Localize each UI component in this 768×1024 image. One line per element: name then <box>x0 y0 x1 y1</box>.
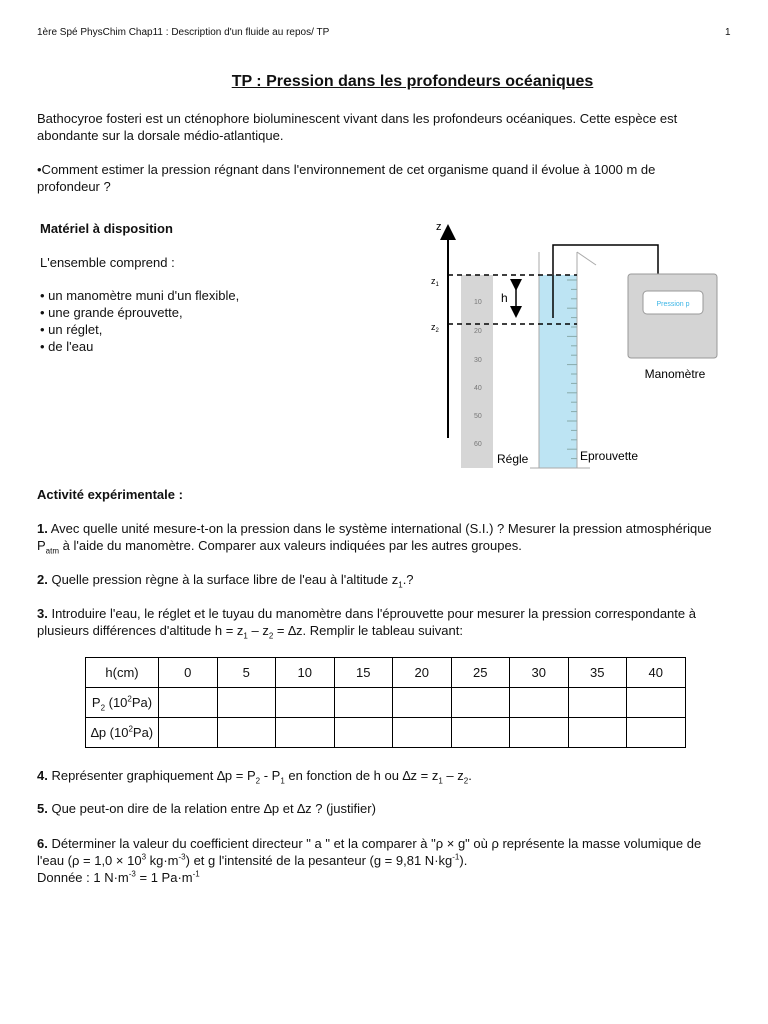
q4: 4. Représenter graphiquement $\Delta p = P_2 - P_1$ en fonction de h ou $\Delta z = z_1 - z_2$. <box>37 768 472 786</box>
table-cell-empty[interactable] <box>627 688 686 718</box>
z2-label: $z_2$ <box>431 322 439 334</box>
q6-line-2: l'eau ($\rho = 1,0 \times 10^3$ $kg\cdot m^{-3}$) et g l'intensité de la pesanteur (g = 9,81 $N\cdot kg^{-1}$). <box>37 852 468 868</box>
page-number: 1 <box>725 27 731 38</box>
intro-line-1: Bathocyroe fosteri est un cténophore bioluminescent vivant dans les profondeurs océaniques. Cette espèce est <box>37 111 678 126</box>
table-cell-empty[interactable] <box>510 688 569 718</box>
activity-heading: Activité expérimentale : <box>37 487 183 502</box>
measurement-table <box>85 657 686 748</box>
table-row-p2 <box>86 688 686 718</box>
materiel-item: • un réglet, <box>40 322 103 337</box>
q1-line-1: 1. Avec quelle unité mesure-t-on la pression dans le système international (S.I.) ? Mesurer la pression atmosphérique <box>37 521 712 536</box>
table-cell-empty[interactable] <box>159 688 218 718</box>
table-cell: 0 <box>159 658 218 688</box>
table-cell-empty[interactable] <box>217 718 276 748</box>
table-cell-empty[interactable] <box>627 718 686 748</box>
table-header-h: h(cm) <box>86 658 159 688</box>
q3-line-1: 3. Introduire l'eau, le réglet et le tuyau du manomètre dans l'éprouvette pour mesurer la pression correspondante à <box>37 606 696 621</box>
manometer <box>628 274 717 358</box>
table-cell-empty[interactable] <box>334 718 393 748</box>
manometer-label: Manomètre <box>644 367 706 381</box>
page-title: TP : Pression dans les profondeurs océaniques <box>231 73 594 90</box>
table-cell: 40 <box>627 658 686 688</box>
materiel-item: • un manomètre muni d'un flexible, <box>40 288 240 303</box>
page-header: 1ère Spé PhysChim Chap11 : Description d'un fluide au repos/ TP <box>37 27 330 38</box>
table-cell-empty[interactable] <box>217 688 276 718</box>
q5: 5. Que peut-on dire de la relation entre ∆p et ∆z ? (justifier) <box>37 801 376 816</box>
table-cell-empty[interactable] <box>451 718 510 748</box>
table-cell: 10 <box>276 658 335 688</box>
q3-line-2: plusieurs différences d'altitude $h = z_1 - z_2 = \Delta z$. Remplir le tableau suivant: <box>37 623 463 641</box>
question-line-1: •Comment estimer la pression régnant dans l'environnement de cet organisme quand il évolue à 1000 m de <box>37 162 656 177</box>
table-cell-empty[interactable] <box>568 688 627 718</box>
table-cell-empty[interactable] <box>510 718 569 748</box>
table-cell-empty[interactable] <box>393 718 452 748</box>
question-line-2: profondeur ? <box>37 179 111 194</box>
table-cell-empty[interactable] <box>393 688 452 718</box>
table-cell-empty[interactable] <box>568 718 627 748</box>
table-cell: 20 <box>393 658 452 688</box>
materiel-item: • de l'eau <box>40 339 94 354</box>
q1-line-2: $P_{atm}$ à l'aide du manomètre. Comparer aux valeurs indiquées par les autres groupes. <box>37 538 522 556</box>
manometer-display-text: Pression p <box>656 301 690 308</box>
z1-label: $z_1$ <box>431 276 439 288</box>
tube-label: Eprouvette <box>580 449 639 463</box>
table-header-dp: ∆p $(10^2Pa)$ <box>86 718 159 748</box>
table-cell: 35 <box>568 658 627 688</box>
table-row-h <box>86 658 686 688</box>
table-row-dp <box>86 718 686 748</box>
q6-line-1: 6. Déterminer la valeur du coefficient directeur " a " et la comparer à "ρ × g" où ρ représente la masse volumique de <box>37 836 702 851</box>
ruler-tick-label: 50 <box>474 413 482 420</box>
table-cell-empty[interactable] <box>159 718 218 748</box>
ruler-tick-label: 30 <box>474 357 482 364</box>
ruler-tick-label: 60 <box>474 441 482 448</box>
materiel-item: • une grande éprouvette, <box>40 305 183 320</box>
table-cell: 30 <box>510 658 569 688</box>
q2: 2. Quelle pression règne à la surface libre de l'eau à l'altitude $z_1$.? <box>37 572 414 590</box>
table-cell-empty[interactable] <box>334 688 393 718</box>
ruler-tick-label: 20 <box>474 328 482 335</box>
table-cell-empty[interactable] <box>276 718 335 748</box>
table-cell: 5 <box>217 658 276 688</box>
h-label: h <box>501 291 508 305</box>
ruler-tick-label: 40 <box>474 385 482 392</box>
table-cell-empty[interactable] <box>451 688 510 718</box>
z-axis-label: z <box>436 221 442 233</box>
table-cell: 25 <box>451 658 510 688</box>
intro-line-2: abondante sur la dorsale médio-atlantique. <box>37 128 284 143</box>
table-header-p2: $P_2$ $(10^2Pa)$ <box>86 688 159 718</box>
materiel-heading: Matériel à disposition <box>40 221 173 236</box>
experiment-diagram <box>0 0 768 480</box>
q6-line-3: Donnée : 1 $N\cdot m^{-3} = 1$ $Pa\cdot m^{-1}$ <box>37 869 200 885</box>
ruler-tick-label: 10 <box>474 299 482 306</box>
ruler-label: Régle <box>497 452 529 466</box>
water <box>539 275 577 468</box>
table-cell: 15 <box>334 658 393 688</box>
materiel-intro: L'ensemble comprend : <box>40 255 175 270</box>
table-cell-empty[interactable] <box>276 688 335 718</box>
